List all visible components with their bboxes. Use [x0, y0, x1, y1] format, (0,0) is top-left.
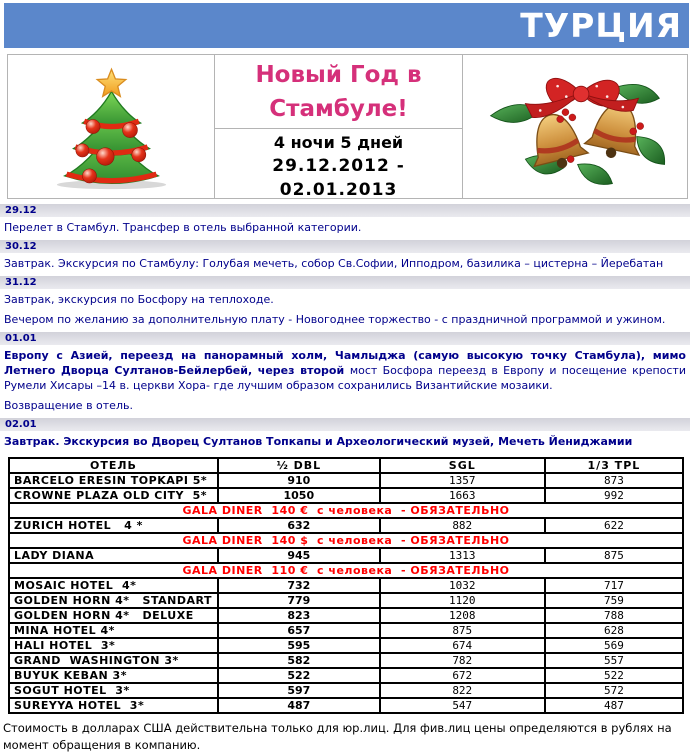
hotel-name: ZURICH HOTEL 4 *: [14, 519, 143, 532]
itinerary-paragraph: [0, 217, 690, 237]
itinerary-text: Завтрак. Экскурсия во Дворец Султанов Топкапы и Археологический музей, Мечеть Йениджамии: [4, 435, 633, 448]
price-tpl-cell: 522: [545, 668, 683, 683]
itinerary-paragraph: [0, 431, 690, 451]
price-dbl-cell: 597: [218, 683, 380, 698]
price-tpl-cell: 557: [545, 653, 683, 668]
banner-center-cell: [215, 55, 463, 198]
hotel-name: MINA HOTEL 4*: [14, 624, 115, 637]
price-sgl-cell: 1357: [380, 473, 545, 488]
price-tpl-cell: 487: [545, 698, 683, 713]
hotel-name: GOLDEN HORN 4* STANDART: [14, 594, 212, 607]
price-dbl-cell: 582: [218, 653, 380, 668]
hotel-price-row: [9, 473, 683, 488]
hotel-name-cell: [9, 518, 218, 533]
itinerary-text: Европу с Азией, переезд на панорамный холм, Чамлыджа (самую высокую точку Стамбула), мимо Летнего Дворца Султанов-Бейлербей, через второй: [4, 349, 686, 377]
itinerary-text: Вечером по желанию за дополнительную плату - Новогоднее торжество - с праздничной программой и ужином.: [4, 313, 666, 326]
hotel-price-row: [9, 593, 683, 608]
price-dbl-cell: 632: [218, 518, 380, 533]
christmas-tree-icon: [19, 58, 204, 196]
hotel-name-cell: [9, 548, 218, 563]
country-header-bar: [4, 3, 689, 48]
price-tpl-cell: 628: [545, 623, 683, 638]
price-sgl-cell: 1313: [380, 548, 545, 563]
price-sgl-cell: 1120: [380, 593, 545, 608]
price-column-header: 1/3 TPL: [545, 458, 683, 473]
price-sgl-cell: 1663: [380, 488, 545, 503]
price-sgl-cell: 1032: [380, 578, 545, 593]
price-sgl-cell: 1208: [380, 608, 545, 623]
itinerary-paragraph: [0, 345, 690, 395]
hotel-name: CROWNE PLAZA OLD CITY 5*: [14, 489, 208, 502]
itinerary-text: Завтрак. Экскурсия по Стамбулу: Голубая мечеть, собор Св.Софии, Ипподром, базилика – цистерна – Йеребатан: [4, 257, 664, 270]
price-tpl-cell: 569: [545, 638, 683, 653]
itinerary-date-header: 29.12: [0, 204, 690, 217]
hotel-name: GOLDEN HORN 4* DELUXE: [14, 609, 194, 622]
price-sgl-cell: 674: [380, 638, 545, 653]
hotel-name: LADY DIANA: [14, 549, 95, 562]
hotel-price-row: [9, 623, 683, 638]
hotel-name-cell: [9, 623, 218, 638]
christmas-tree-cell: [8, 55, 215, 198]
hotel-price-row: [9, 638, 683, 653]
price-table-body: [9, 473, 683, 713]
country-title: ТУРЦИЯ: [520, 6, 682, 45]
price-tpl-cell: 875: [545, 548, 683, 563]
itinerary-text: мост Босфора переезд в Европу и посещение крепости Румели Хисары –14 в. церкви Хора- где лучшим образом сохранились Византийские мозаики.: [4, 364, 686, 392]
hotel-price-row: [9, 698, 683, 713]
price-dbl-cell: 1050: [218, 488, 380, 503]
price-dbl-cell: 945: [218, 548, 380, 563]
hotel-price-row: [9, 668, 683, 683]
price-column-header: ОТЕЛЬ: [9, 458, 218, 473]
price-column-header: SGL: [380, 458, 545, 473]
price-column-header: ½ DBL: [218, 458, 380, 473]
hotel-name-cell: [9, 578, 218, 593]
price-sgl-cell: 882: [380, 518, 545, 533]
gala-dinner-row: [9, 533, 683, 548]
itinerary-paragraph: [0, 395, 690, 415]
price-sgl-cell: 875: [380, 623, 545, 638]
price-dbl-cell: 823: [218, 608, 380, 623]
gala-dinner-note: GALA DINER 110 € с человека - ОБЯЗАТЕЛЬНО: [9, 563, 683, 578]
price-table-header-row: [9, 458, 683, 473]
christmas-bells-cell: [463, 55, 687, 198]
gala-dinner-note: GALA DINER 140 € с человека - ОБЯЗАТЕЛЬНО: [9, 503, 683, 518]
banner-title-line1: Новый Год в: [255, 62, 422, 88]
price-dbl-cell: 910: [218, 473, 380, 488]
hotel-price-row: [9, 548, 683, 563]
gala-dinner-note: GALA DINER 140 $ с человека - ОБЯЗАТЕЛЬНО: [9, 533, 683, 548]
banner: [7, 54, 688, 199]
hotel-name-cell: [9, 608, 218, 623]
hotel-name-cell: [9, 683, 218, 698]
hotel-name: BARCELO ERESIN TOPKAPI 5*: [14, 474, 208, 487]
hotel-price-row: [9, 683, 683, 698]
hotel-name-cell: [9, 698, 218, 713]
itinerary: [0, 204, 690, 451]
itinerary-text: Перелет в Стамбул. Трансфер в отель выбранной категории.: [4, 221, 362, 234]
price-dbl-cell: 522: [218, 668, 380, 683]
itinerary-date-header: 01.01: [0, 332, 690, 345]
price-disclaimer: Стоимость в долларах США действительна только для юр.лиц. Для фив.лиц цены определяются в рублях на момент обращения в компанию.: [3, 721, 672, 752]
banner-title: [215, 55, 462, 129]
hotel-name-cell: [9, 593, 218, 608]
price-sgl-cell: 782: [380, 653, 545, 668]
price-sgl-cell: 672: [380, 668, 545, 683]
hotel-name: HALI HOTEL 3*: [14, 639, 116, 652]
trip-dates: 29.12.2012 - 02.01.2013: [272, 156, 405, 200]
price-tpl-cell: 717: [545, 578, 683, 593]
itinerary-text: Завтрак, экскурсия по Босфору на теплоходе.: [4, 293, 274, 306]
price-sgl-cell: 822: [380, 683, 545, 698]
itinerary-paragraph: [0, 289, 690, 309]
banner-dates-block: [215, 129, 462, 202]
price-dbl-cell: 779: [218, 593, 380, 608]
hotel-price-row: [9, 578, 683, 593]
itinerary-paragraph: [0, 309, 690, 329]
price-tpl-cell: 622: [545, 518, 683, 533]
price-table: [8, 457, 684, 714]
trip-duration: 4 ночи 5 дней: [273, 133, 404, 152]
gala-dinner-row: [9, 503, 683, 518]
hotel-name: BUYUK KEBAN 3*: [14, 669, 127, 682]
hotel-name: MOSAIC HOTEL 4*: [14, 579, 137, 592]
hotel-price-row: [9, 608, 683, 623]
price-tpl-cell: 572: [545, 683, 683, 698]
banner-title-line2: Стамбуле!: [269, 96, 408, 122]
hotel-name-cell: [9, 653, 218, 668]
hotel-name: SOGUT HOTEL 3*: [14, 684, 130, 697]
hotel-price-row: [9, 518, 683, 533]
hotel-price-row: [9, 653, 683, 668]
price-dbl-cell: 657: [218, 623, 380, 638]
price-dbl-cell: 732: [218, 578, 380, 593]
price-dbl-cell: 595: [218, 638, 380, 653]
itinerary-date-header: 30.12: [0, 240, 690, 253]
gala-dinner-row: [9, 563, 683, 578]
hotel-name-cell: [9, 473, 218, 488]
hotel-name-cell: [9, 638, 218, 653]
hotel-name-cell: [9, 668, 218, 683]
itinerary-date-header: 02.01: [0, 418, 690, 431]
price-tpl-cell: 788: [545, 608, 683, 623]
hotel-price-row: [9, 488, 683, 503]
itinerary-paragraph: [0, 253, 690, 273]
christmas-bells-icon: [475, 57, 675, 197]
hotel-name-cell: [9, 488, 218, 503]
price-tpl-cell: 992: [545, 488, 683, 503]
price-tpl-cell: 759: [545, 593, 683, 608]
price-sgl-cell: 547: [380, 698, 545, 713]
hotel-name: SUREYYA HOTEL 3*: [14, 699, 145, 712]
price-tpl-cell: 873: [545, 473, 683, 488]
itinerary-date-header: 31.12: [0, 276, 690, 289]
itinerary-text: Возвращение в отель.: [4, 399, 133, 412]
hotel-name: GRAND WASHINGTON 3*: [14, 654, 179, 667]
price-dbl-cell: 487: [218, 698, 380, 713]
